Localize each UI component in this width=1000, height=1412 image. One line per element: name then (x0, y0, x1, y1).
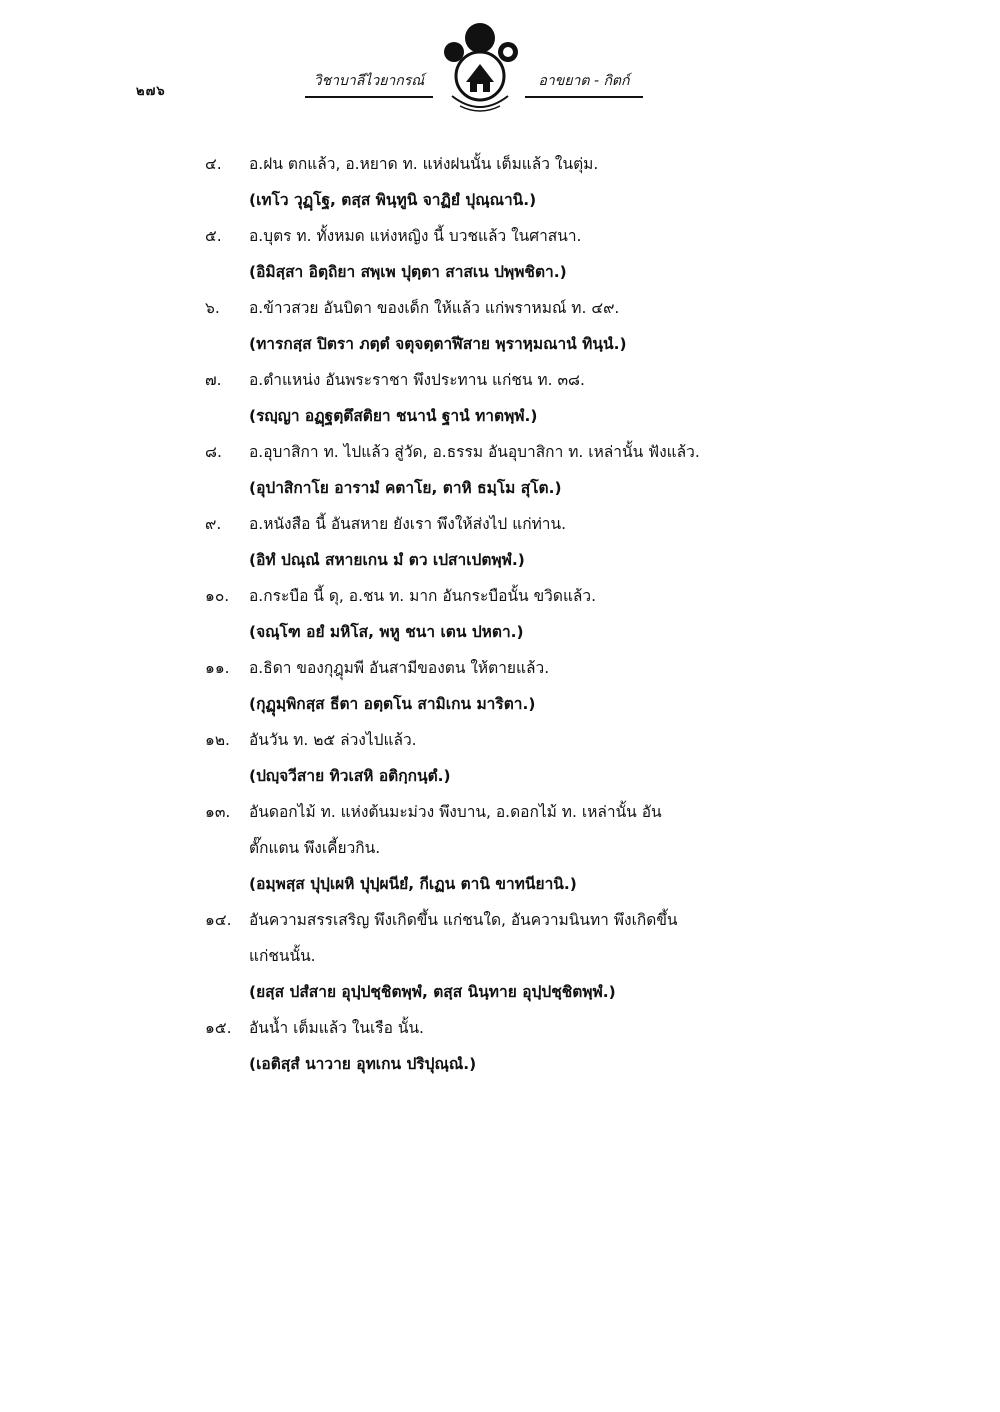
exercise-item (205, 650, 845, 722)
thai-sentence: อ.หนังสือ นี้ อันสหาย ยังเรา พึงให้ส่งไป แก่ท่าน. (249, 515, 567, 533)
pali-translation: (เอติสฺสํ นาวาย อุทเกน ปริปุณฺณํ.) (249, 1055, 477, 1073)
exercise-number: ๑๒. (205, 731, 230, 749)
pali-translation: (อุปาสิกาโย อารามํ คตาโย, ตาหิ ธมฺโม สุโต.) (249, 479, 562, 497)
page-number: ๒๗๖ (136, 84, 166, 99)
exercise-number: ๖. (205, 299, 220, 317)
thai-sentence: อ.บุตร ท. ทั้งหมด แห่งหญิง นี้ บวชแล้ว ในศาสนา. (249, 227, 582, 245)
exercise-number: ๗. (205, 371, 222, 389)
thai-sentence: อ.ธิดา ของกุฎุมพี อันสามีของตน ให้ตายแล้ว. (249, 659, 550, 677)
exercise-item (205, 290, 845, 362)
exercise-number: ๘. (205, 443, 222, 461)
thai-sentence: อ.ตำแหน่ง อันพระราชา พึงประทาน แก่ชน ท. ๓๘. (249, 371, 585, 389)
thai-sentence-continuation: แก่ชนนั้น. (249, 947, 316, 965)
thai-sentence: อ.ฝน ตกแล้ว, อ.หยาด ท. แห่งฝนนั้น เต็มแล้ว ในตุ่ม. (249, 155, 599, 173)
exercise-item (205, 794, 845, 902)
pali-translation: (อิทํ ปณฺณํ สหายเกน มํ ตว เปสาเปตพฺพํ.) (249, 551, 525, 569)
pali-translation: (ปญฺจวีสาย ทิวเสหิ อติกฺกนฺตํ.) (249, 767, 451, 785)
pali-translation: (รญฺญา อฏฺฐตฺตึสติยา ชนานํ ฐานํ ทาตพฺพํ.) (249, 407, 538, 425)
pali-translation: (เทโว วุฏฺโฐ, ตสฺส พินฺทูนิ จาฏิยํ ปุณฺณานิ.) (249, 191, 537, 209)
emblem-logo (432, 18, 528, 118)
exercise-number: ๔. (205, 155, 222, 173)
thai-sentence: อันน้ำ เต็มแล้ว ในเรือ นั้น. (249, 1019, 424, 1037)
pali-translation: (อมฺพสฺส ปุปฺเผหิ ปุปฺผนียํ, กีเฏน ตานิ ขาทนียานิ.) (249, 875, 577, 893)
pali-translation: (กุฏุมฺพิกสฺส ธีตา อตฺตโน สามิเกน มาริตา.) (249, 695, 536, 713)
thai-sentence: อันวัน ท. ๒๕ ล่วงไปแล้ว. (249, 731, 417, 749)
exercise-list (205, 146, 845, 1082)
exercise-item (205, 362, 845, 434)
exercise-number: ๑๕. (205, 1019, 232, 1037)
exercise-item (205, 722, 845, 794)
exercise-number: ๑๔. (205, 911, 232, 929)
pali-translation: (ยสฺส ปสํสาย อุปฺปชฺชิตพฺพํ, ตสฺส นินฺทาย อุปฺปชฺชิตพฺพํ.) (249, 983, 616, 1001)
exercise-item (205, 1010, 845, 1082)
exercise-number: ๑๓. (205, 803, 231, 821)
exercise-number: ๕. (205, 227, 222, 245)
thai-sentence: อ.กระบือ นี้ ดุ, อ.ชน ท. มาก อันกระบือนั้น ขวิดแล้ว. (249, 587, 597, 605)
thai-sentence: อันดอกไม้ ท. แห่งต้นมะม่วง พึงบาน, อ.ดอกไม้ ท. เหล่านั้น อัน (249, 803, 662, 821)
exercise-item (205, 434, 845, 506)
pali-translation: (อิมิสฺสา อิตฺถิยา สพฺเพ ปุตฺตา สาสเน ปพฺพชิตา.) (249, 263, 567, 281)
thai-sentence: อ.ข้าวสวย อันบิดา ของเด็ก ให้แล้ว แก่พราหมณ์ ท. ๔๙. (249, 299, 620, 317)
exercise-item (205, 218, 845, 290)
pali-translation: (ทารกสฺส ปิตรา ภตฺตํ จตุจตฺตาฬีสาย พฺราหฺมณานํ ทินฺนํ.) (249, 335, 627, 353)
exercise-number: ๑๐. (205, 587, 230, 605)
thai-sentence-continuation: ตั๊กแตน พึงเคี้ยวกิน. (249, 839, 381, 857)
exercise-item (205, 506, 845, 578)
exercise-number: ๑๑. (205, 659, 230, 677)
header-left-title: วิชาบาลีไวยากรณ์ (305, 70, 433, 98)
exercise-number: ๙. (205, 515, 222, 533)
header-right-title: อาขยาต - กิตก์ (525, 70, 643, 98)
exercise-item (205, 578, 845, 650)
thai-sentence: อ.อุบาสิกา ท. ไปแล้ว สู่วัด, อ.ธรรม อันอุบาสิกา ท. เหล่านั้น ฟังแล้ว. (249, 443, 700, 461)
exercise-item (205, 146, 845, 218)
thai-sentence: อันความสรรเสริญ พึงเกิดขึ้น แก่ชนใด, อันความนินทา พึงเกิดขึ้น (249, 911, 678, 929)
exercise-item (205, 902, 845, 1010)
pali-translation: (จณฺโฑ อยํ มหิโส, พหู ชนา เตน ปหตา.) (249, 623, 524, 641)
